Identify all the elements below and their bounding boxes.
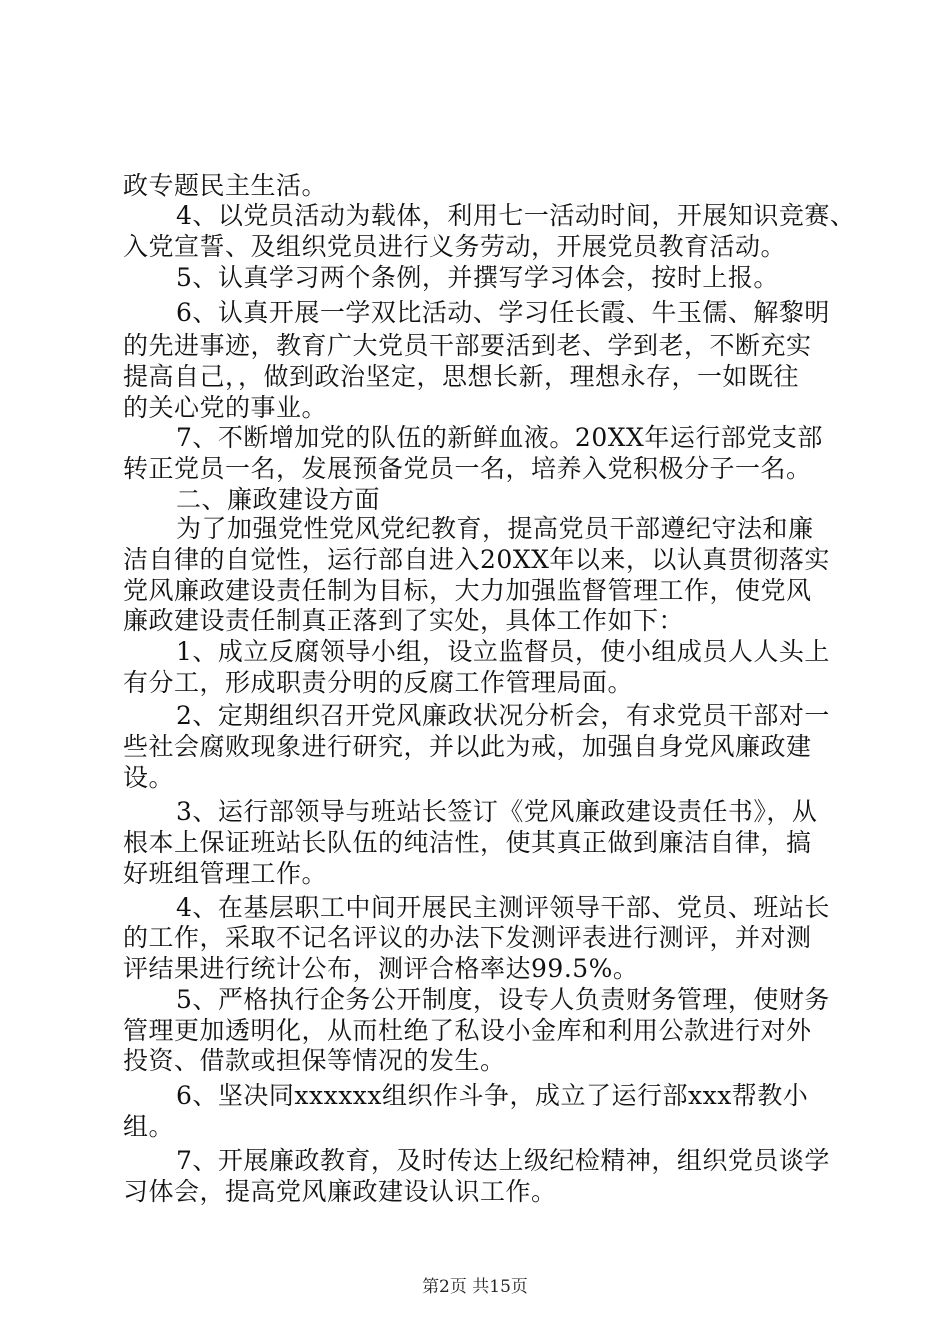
text-line: 洁自律的自觉性，运行部自进入20XX年以来，以认真贯彻落实 (123, 545, 830, 574)
text-line: 的先进事迹，教育广大党员干部要活到老、学到老，不断充实 (123, 331, 812, 360)
text-line: 有分工，形成职责分明的反腐工作管理局面。 (123, 668, 634, 697)
text-line: 7、不断增加党的队伍的新鲜血液。20XX年运行部党支部 (176, 423, 823, 452)
text-line: 7、开展廉政教育，及时传达上级纪检精神，组织党员谈学 (176, 1146, 830, 1175)
text-line: 习体会，提高党风廉政建设认识工作。 (123, 1177, 557, 1206)
text-line: 3、运行部领导与班站长签订《党风廉政建设责任书》，从 (176, 797, 818, 826)
text-line: 5、严格执行企务公开制度，设专人负责财务管理，使财务 (176, 985, 830, 1014)
text-line: 6、坚决同xxxxxx组织作斗争，成立了运行部xxx帮教小 (176, 1081, 809, 1110)
text-line: 5、认真学习两个条例，并撰写学习体会，按时上报。 (176, 263, 779, 292)
text-line: 管理更加透明化，从而杜绝了私设小金库和利用公款进行对外 (123, 1016, 812, 1045)
text-line: 投资、借款或担保等情况的发生。 (123, 1046, 506, 1075)
text-line: 的工作，采取不记名评议的办法下发测评表进行测评，并对测 (123, 923, 812, 952)
text-line: 些社会腐败现象进行研究，并以此为戒，加强自身党风廉政建 (123, 732, 812, 761)
text-line: 提高自己，，做到政治坚定，思想长新，理想永存，一如既往 (123, 362, 800, 391)
section-heading: 二、廉政建设方面 (176, 485, 381, 514)
text-line: 好班组管理工作。 (123, 859, 328, 888)
text-line: 1、成立反腐领导小组，设立监督员，使小组成员人人头上 (176, 637, 830, 666)
text-line: 政专题民主生活。 (123, 171, 328, 200)
text-line: 4、在基层职工中间开展民主测评领导干部、党员、班站长 (176, 893, 830, 922)
text-line: 2、定期组织召开党风廉政状况分析会，有求党员干部对一 (176, 701, 830, 730)
page-number-footer: 第2页 共15页 (422, 1277, 528, 1297)
text-line: 根本上保证班站长队伍的纯洁性，使其真正做到廉洁自律，搞 (123, 828, 812, 857)
text-line: 入党宣誓、及组织党员进行义务劳动，开展党员教育活动。 (123, 232, 787, 261)
text-line: 转正党员一名，发展预备党员一名，培养入党积极分子一名。 (123, 454, 812, 483)
text-line: 6、认真开展一学双比活动、学习任长霞、牛玉儒、解黎明 (176, 298, 830, 327)
text-line: 党风廉政建设责任制为目标，大力加强监督管理工作，使党风 (123, 576, 812, 605)
text-line: 设。 (123, 763, 175, 792)
text-line: 组。 (123, 1112, 175, 1141)
text-line: 廉政建设责任制真正落到了实处，具体工作如下： (123, 606, 685, 635)
text-line: 4、以党员活动为载体，利用七一活动时间，开展知识竞赛、 (176, 201, 856, 230)
text-line: 评结果进行统计公布，测评合格率达99.5%。 (123, 954, 639, 983)
text-line: 的关心党的事业。 (123, 393, 328, 422)
text-line: 为了加强党性党风党纪教育，提高党员干部遵纪守法和廉 (176, 514, 814, 543)
